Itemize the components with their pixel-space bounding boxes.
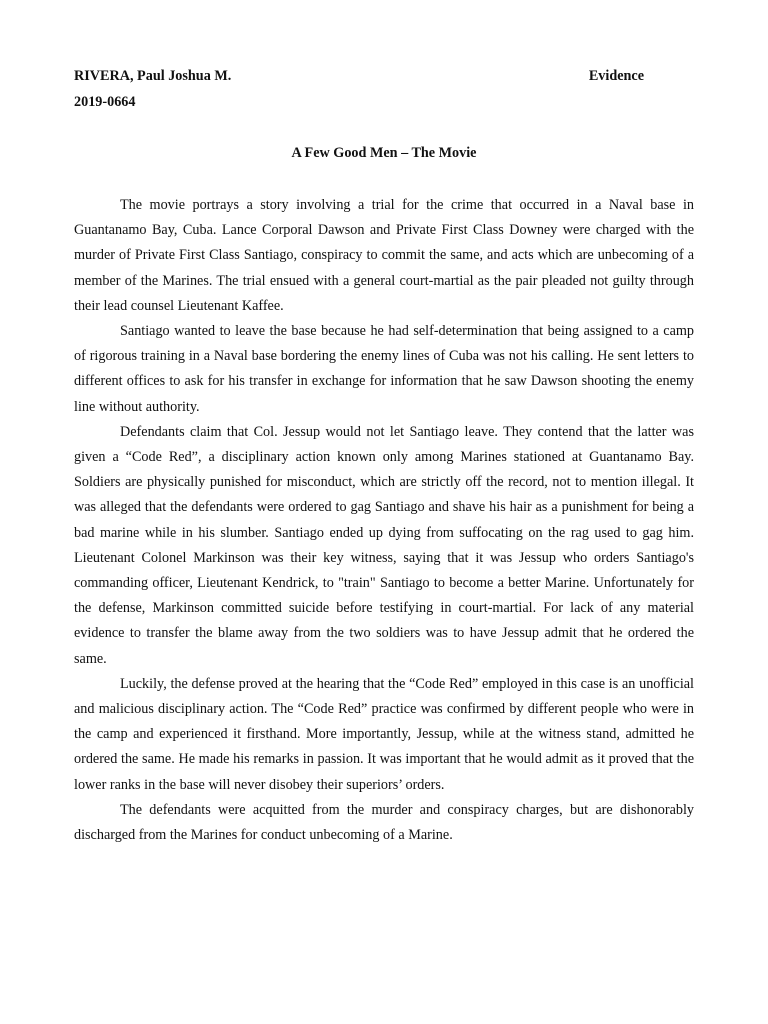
paragraph: The movie portrays a story involving a trial for the crime that occurred in a Naval base in Guantanamo Bay, Cuba. Lance Corporal Dawson and Private First Class Downey were charged with the murder of Private First Class Santiago, conspiracy to commit the same, and acts which are unbecoming of a member of the Marines. The trial ensued with a general court-martial as the pair pleaded not guilty through their lead counsel Lieutenant Kaffee. bbox=[74, 197, 694, 314]
paragraph: Santiago wanted to leave the base because he had self-determination that being assigned to a camp of rigorous training in a Naval base bordering the enemy lines of Cuba was not his calling. He sent letters to different offices to ask for his transfer in exchange for information that he saw Dawson shooting the enemy line without authority. bbox=[74, 323, 694, 415]
student-number: 2019-0664 bbox=[74, 94, 136, 110]
document-title: A Few Good Men – The Movie bbox=[291, 145, 477, 161]
document-body bbox=[74, 193, 694, 848]
header-line-1 bbox=[74, 68, 644, 85]
subject-name: Evidence bbox=[588, 68, 644, 84]
author-name: RIVERA, Paul Joshua M. bbox=[74, 68, 232, 84]
paragraph: Defendants claim that Col. Jessup would not let Santiago leave. They contend that the latter was given a “Code Red”, a disciplinary action known only among Marines stationed at Guantanamo Bay. Soldiers are physically punished for misconduct, which are strictly off the record, not to mention illegal. It was alleged that the defendants were ordered to gag Santiago and shave his hair as a punishment for being a bad marine while in his slumber. Santiago ended up dying from suffocating on the rag used to gag him. Lieutenant Colonel Markinson was their key witness, saying that it was Jessup who orders Santiago's commanding officer, Lieutenant Kendrick, to "train" Santiago to become a better Marine. Unfortunately for the defense, Markinson committed suicide before testifying in court-martial. For lack of any material evidence to transfer the blame away from the two soldiers was to have Jessup admit that he ordered the same. bbox=[74, 423, 694, 667]
paragraph: The defendants were acquitted from the murder and conspiracy charges, but are dishonorably discharged from the Marines for conduct unbecoming of a Marine. bbox=[74, 801, 694, 844]
header-line-2 bbox=[74, 94, 644, 111]
paragraph: Luckily, the defense proved at the hearing that the “Code Red” employed in this case is an unofficial and malicious disciplinary action. The “Code Red” practice was confirmed by different people who were in the camp and experienced it firsthand. More importantly, Jessup, while at the witness stand, admitted he ordered the same. He made his remarks in passion. It was important that he would admit as it proved that the lower ranks in the base will never disobey their superiors’ orders. bbox=[74, 675, 694, 793]
